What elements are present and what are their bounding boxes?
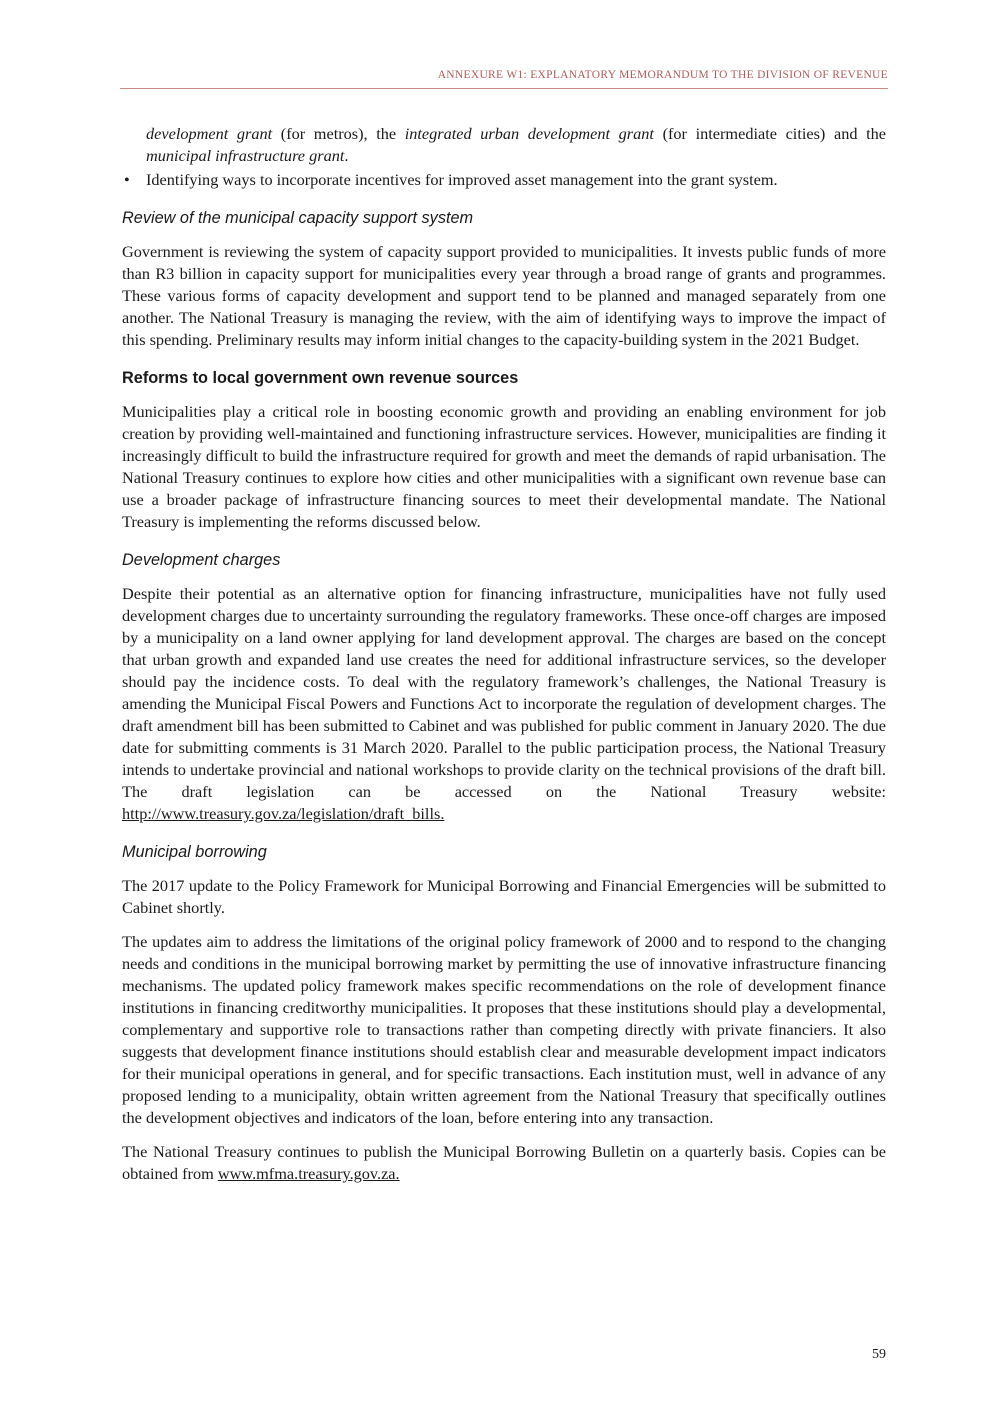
text-run: The National Treasury continues to publish the Municipal Borrowing Bulletin on a quarterly basis. Copies can be obtained from <box>122 1142 886 1183</box>
bullet-text: Identifying ways to incorporate incentives for improved asset management into the grant system. <box>146 170 778 189</box>
draft-bills-link[interactable]: http://www.treasury.gov.za/legislation/draft_bills. <box>122 804 445 823</box>
section-heading-reforms: Reforms to local government own revenue sources <box>122 369 519 387</box>
header-divider <box>120 88 888 89</box>
running-header: ANNEXURE W1: EXPLANATORY MEMORANDUM TO THE DIVISION OF REVENUE <box>437 69 888 81</box>
paragraph <box>122 583 886 825</box>
bullet-icon: • <box>124 170 130 189</box>
bullet-item <box>122 169 886 191</box>
text-run: . <box>344 146 349 165</box>
page-number: 59 <box>872 1347 886 1362</box>
text-run: (for metros), the <box>272 124 405 143</box>
grant-name: integrated urban development grant <box>404 124 654 143</box>
grant-name: municipal infrastructure grant <box>146 146 345 165</box>
mfma-link[interactable]: www.mfma.treasury.gov.za. <box>217 1164 400 1183</box>
text-run: (for intermediate cities) and the <box>653 124 886 143</box>
section-heading-municipal-borrowing: Municipal borrowing <box>122 843 267 861</box>
paragraph: Government is reviewing the system of capacity support provided to municipalities. It invests public funds of more than R3 billion in capacity support for municipalities every year through a broad range of grants and programmes. These various forms of capacity development and support tend to be planned and managed separately from one another. The National Treasury is managing the review, with the aim of identifying ways to improve the impact of this spending. Preliminary results may inform initial changes to the capacity-building system in the 2021 Budget. <box>122 242 886 349</box>
paragraph: Municipalities play a critical role in boosting economic growth and providing an enabling environment for job creation by providing well-maintained and functioning infrastructure services. However, municipalities are finding it increasingly difficult to build the infrastructure required for growth and meet the demands of rapid urbanisation. The National Treasury continues to explore how cities and other municipalities with a significant own revenue base can use a broader package of infrastructure financing sources to meet their developmental mandate. The National Treasury is implementing the reforms discussed below. <box>122 402 886 531</box>
paragraph: The updates aim to address the limitations of the original policy framework of 2000 and to respond to the changing needs and conditions in the municipal borrowing market by permitting the use of innovative infrastructure financing mechanisms. The updated policy framework makes specific recommendations on the role of development finance institutions in financing creditworthy municipalities. It proposes that these institutions should play a developmental, complementary and supportive role to transactions rather than competing directly with private financiers. It also suggests that development finance institutions should establish clear and measurable development impact indicators for their municipal operations in general, and for specific transactions. Each institution must, well in advance of any proposed lending to a municipality, obtain written agreement from the National Treasury that specifically outlines the development objectives and indicators of the loan, before entering into any transaction. <box>122 932 886 1127</box>
page-body <box>122 123 886 1197</box>
continued-list-text <box>146 123 886 167</box>
grant-name: development grant <box>146 124 273 143</box>
text-run: Despite their potential as an alternative option for financing infrastructure, municipalities have not fully used development charges due to uncertainty surrounding the regulatory frameworks. These once-off charges are imposed by a municipality on a land owner applying for land development approval. The charges are based on the concept that urban growth and expanded land use creates the need for additional infrastructure services, so the developer should pay the incidence costs. To deal with the regulatory framework’s challenges, the National Treasury is amending the Municipal Fiscal Powers and Functions Act to incorporate the regulation of development charges. The draft amendment bill has been submitted to Cabinet and was published for public comment in January 2020. The due date for submitting comments is 31 March 2020. Parallel to the public participation process, the National Treasury intends to undertake provincial and national workshops to provide clarity on the technical provisions of the draft bill. The draft legislation can be accessed on the National Treasury website: <box>122 584 886 801</box>
paragraph <box>122 1141 886 1185</box>
paragraph: The 2017 update to the Policy Framework for Municipal Borrowing and Financial Emergencies will be submitted to Cabinet shortly. <box>122 876 886 917</box>
section-heading-development-charges: Development charges <box>122 551 281 569</box>
section-heading-capacity: Review of the municipal capacity support system <box>122 209 474 227</box>
